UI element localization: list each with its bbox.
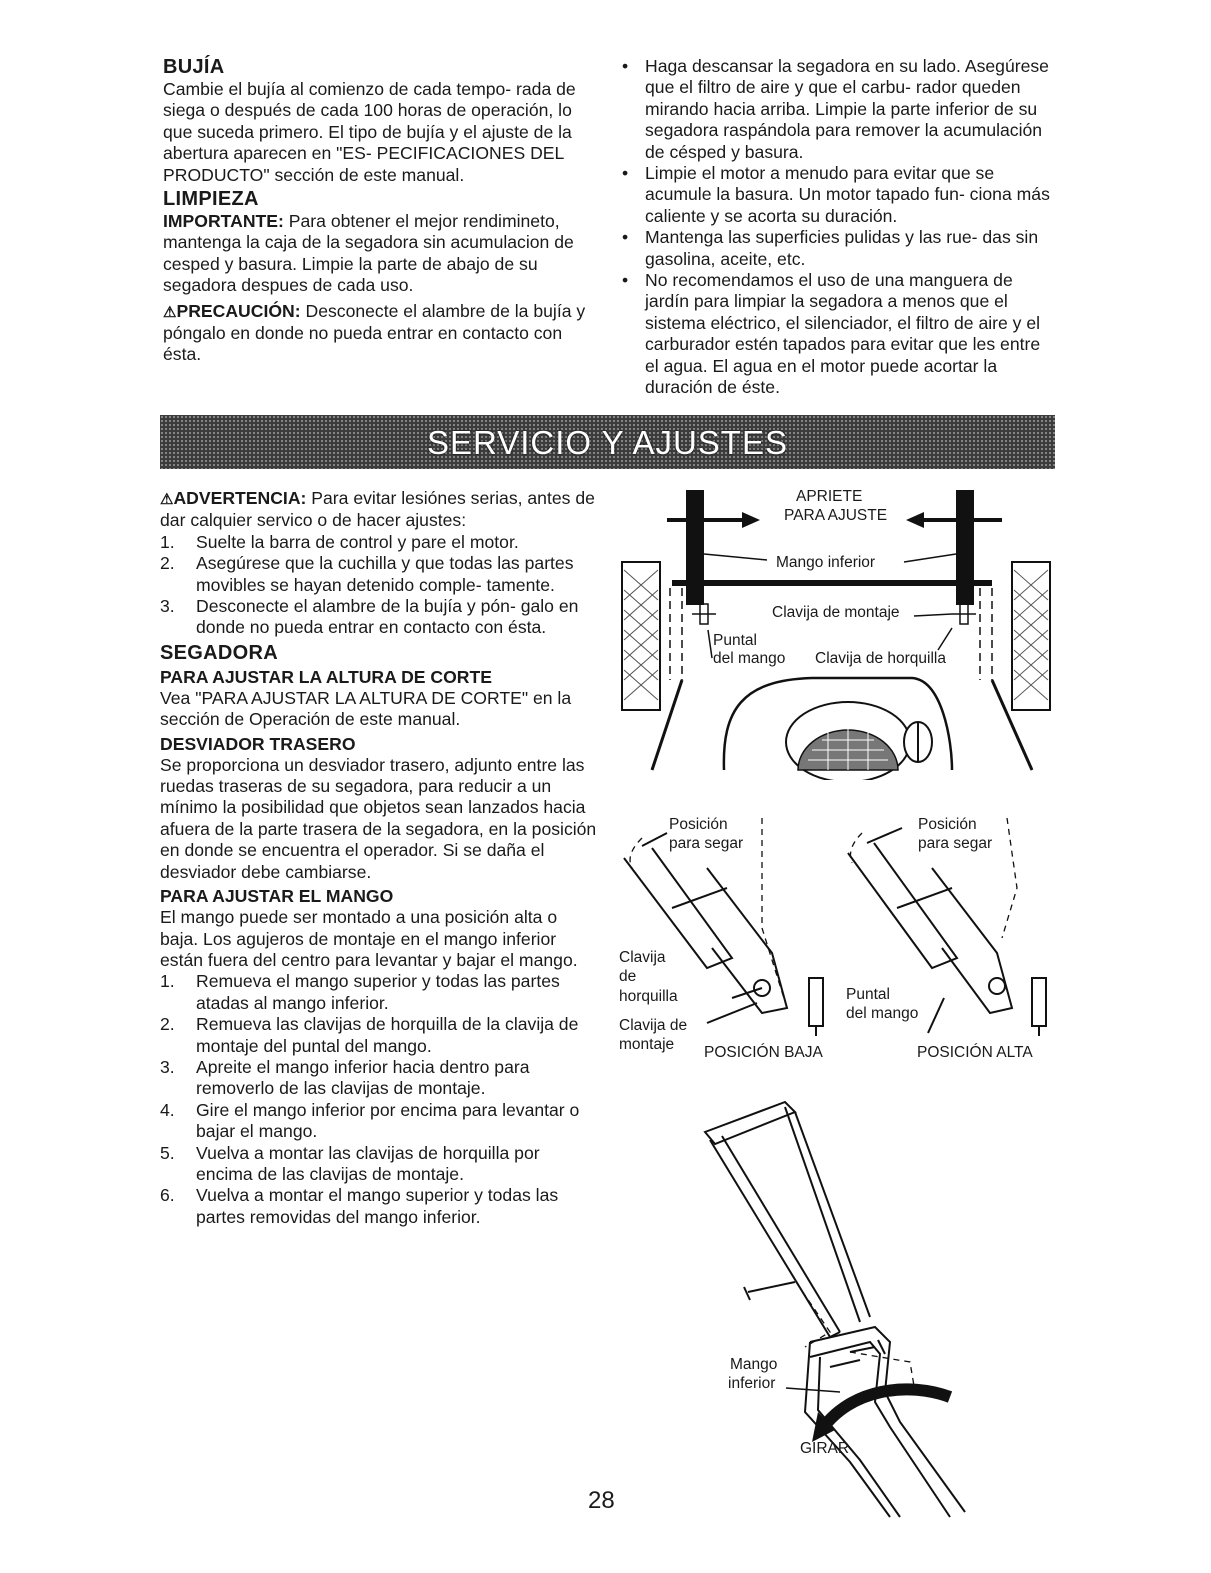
advertencia-steps <box>160 532 600 639</box>
de-label: de <box>619 968 637 985</box>
bullet-item: • Haga descansar la segadora en su lado. Asegúrese que el filtro de aire y que el carbu- rador queden mirando hacia arriba. Limpie la parte inferior de su segadora raspándola para remover la acumulación de césped y basura. <box>620 56 1053 163</box>
posicion-label: Posición <box>918 816 977 833</box>
del-mango-label: del mango <box>713 650 786 667</box>
step-item: 1. Suelte la barra de control y pare el motor. <box>160 531 519 552</box>
puntal-label: Puntal <box>713 632 757 649</box>
rotate-handle-figure <box>700 1092 1000 1522</box>
step-item: 5. Vuelva a montar las clavijas de horquilla por encima de las clavijas de montaje. <box>160 1142 540 1184</box>
important-text: Para obtener el mejor rendimineto, mantenga la caja de la segadora sin acumulacion de cesped y basura. Limpie la parte de abajo de su segadora despues de cada uso. <box>163 211 574 296</box>
handle-assembly-drawing <box>612 480 1057 780</box>
banner-title: SERVICIO Y AJUSTES <box>427 424 788 461</box>
bullet-item: • Limpie el motor a menudo para evitar que se acumule la basura. Un motor tapado fun- ciona más caliente y se acorta su duración. <box>620 163 1053 227</box>
posicion-alta-label: POSICIÓN ALTA <box>917 1044 1033 1061</box>
caution-label: PRECAUCIÓN: <box>176 300 301 321</box>
segadora-heading: SEGADORA <box>160 641 278 664</box>
mango-steps <box>160 971 600 1228</box>
bujia-heading: BUJÍA <box>163 56 225 78</box>
bullet-item: • No recomendamos el uso de una manguera de jardín para limpiar la segadora a menos que el sistema eléctrico, el silenciador, el filtro de aire y el carburador estén tapados para evitar que les entre el agua. El agua en el motor puede acortar la duración de éste. <box>620 270 1053 398</box>
clavija-de-label: Clavija de <box>619 1017 688 1034</box>
left-top-column <box>163 56 600 366</box>
page-number: 28 <box>588 1487 615 1514</box>
mango-heading: PARA AJUSTAR EL MANGO <box>160 886 394 907</box>
step-item: 1. Remueva el mango superior y todas las partes atadas al mango inferior. <box>160 971 560 1013</box>
inferior-label: inferior <box>728 1375 776 1392</box>
del-mango-label: del mango <box>846 1005 919 1022</box>
horquilla-label: horquilla <box>619 988 678 1005</box>
right-top-column <box>620 56 1053 399</box>
warning-triangle-icon: ⚠ <box>163 303 177 321</box>
mango-inferior-label: Mango inferior <box>776 554 876 571</box>
important-label: IMPORTANTE: <box>163 211 284 232</box>
bujia-text: Cambie el bujía al comienzo de cada tempo- rada de siega o después de cada 100 horas de operación, lo que suceda primero. El tipo de bujía y el ajuste de la abertura aparecen en "ES- PECIFICACIONES DEL PRODUCTO" sección de este manual. <box>163 79 576 185</box>
desviador-heading: DESVIADOR TRASERO <box>160 733 356 754</box>
advertencia-intro <box>160 488 600 532</box>
handle-positions-figure <box>612 808 1057 1068</box>
caution-text: Desconecte el alambre de la bujía y póngalo en donde no pueda entrar en contacto con ésta. <box>163 300 586 365</box>
step-item: 3. Apreite el mango inferior hacia dentro para removerlo de las clavijas de montaje. <box>160 1056 530 1099</box>
left-bottom-column <box>160 488 600 1228</box>
clavija-montaje-label: Clavija de montaje <box>772 604 900 621</box>
montaje-label: montaje <box>619 1036 675 1053</box>
bullet-item: • Mantenga las superficies pulidas y las rue- das sin gasolina, aceite, etc. <box>620 227 1053 270</box>
limpieza-important <box>163 211 600 297</box>
mango-text: El mango puede ser montado a una posición alta o baja. Los agujeros de montaje en el mango inferior están fuera del centro para levantar y bajar el mango. <box>160 907 578 970</box>
handle-assembly-figure <box>612 480 1057 780</box>
step-item: 2. Asegúrese que la cuchilla y que todas las partes movibles se hayan detenido comple- tamente. <box>160 553 574 595</box>
para-segar-label: para segar <box>918 835 993 852</box>
clavija-label: Clavija <box>619 949 666 966</box>
desviador-text: Se proporciona un desviador trasero, adjunto entre las ruedas traseras de su segadora, para reducir a un mínimo la posibilidad que objetos sean lanzados hacia afuera de la parte trasera de la segadora, en la posición en donde se encuentra el operador. Si se daña el desviador debe cambiarse. <box>160 754 597 882</box>
cleaning-bullets <box>620 56 1053 399</box>
warning-triangle-icon: ⚠ <box>160 491 174 508</box>
para-ajuste-label: PARA AJUSTE <box>784 507 888 524</box>
section-banner <box>160 415 1055 469</box>
limpieza-heading: LIMPIEZA <box>163 188 259 211</box>
rotate-handle-drawing <box>700 1092 1000 1522</box>
altura-heading: PARA AJUSTAR LA ALTURA DE CORTE <box>160 666 492 687</box>
posicion-baja-label: POSICIÓN BAJA <box>704 1044 823 1061</box>
advertencia-label: ADVERTENCIA: <box>173 488 307 508</box>
girar-label: GIRAR <box>800 1440 850 1457</box>
clavija-horquilla-label: Clavija de horquilla <box>815 650 946 667</box>
posicion-label: Posición <box>669 816 728 833</box>
step-item: 6. Vuelva a montar el mango superior y todas las partes removidas del mango inferior. <box>160 1185 559 1227</box>
apriete-label: APRIETE <box>796 488 863 505</box>
mango-label: Mango <box>730 1356 778 1373</box>
para-segar-label: para segar <box>669 835 744 852</box>
limpieza-caution <box>163 301 600 366</box>
step-item: 2. Remueva las clavijas de horquilla de la clavija de montaje del puntal del mango. <box>160 1014 579 1056</box>
step-item: 4. Gire el mango inferior por encima para levantar o bajar el mango. <box>160 1099 580 1142</box>
advertencia-text: Para evitar lesiónes serias, antes de dar calquier servico o de hacer ajustes: <box>160 488 595 531</box>
altura-text: Vea "PARA AJUSTAR LA ALTURA DE CORTE" en la sección de Operación de este manual. <box>160 687 572 730</box>
puntal-label: Puntal <box>846 986 890 1003</box>
step-item: 3. Desconecte el alambre de la bujía y pón- galo en donde no pueda entrar en contacto con ésta. <box>160 596 579 638</box>
